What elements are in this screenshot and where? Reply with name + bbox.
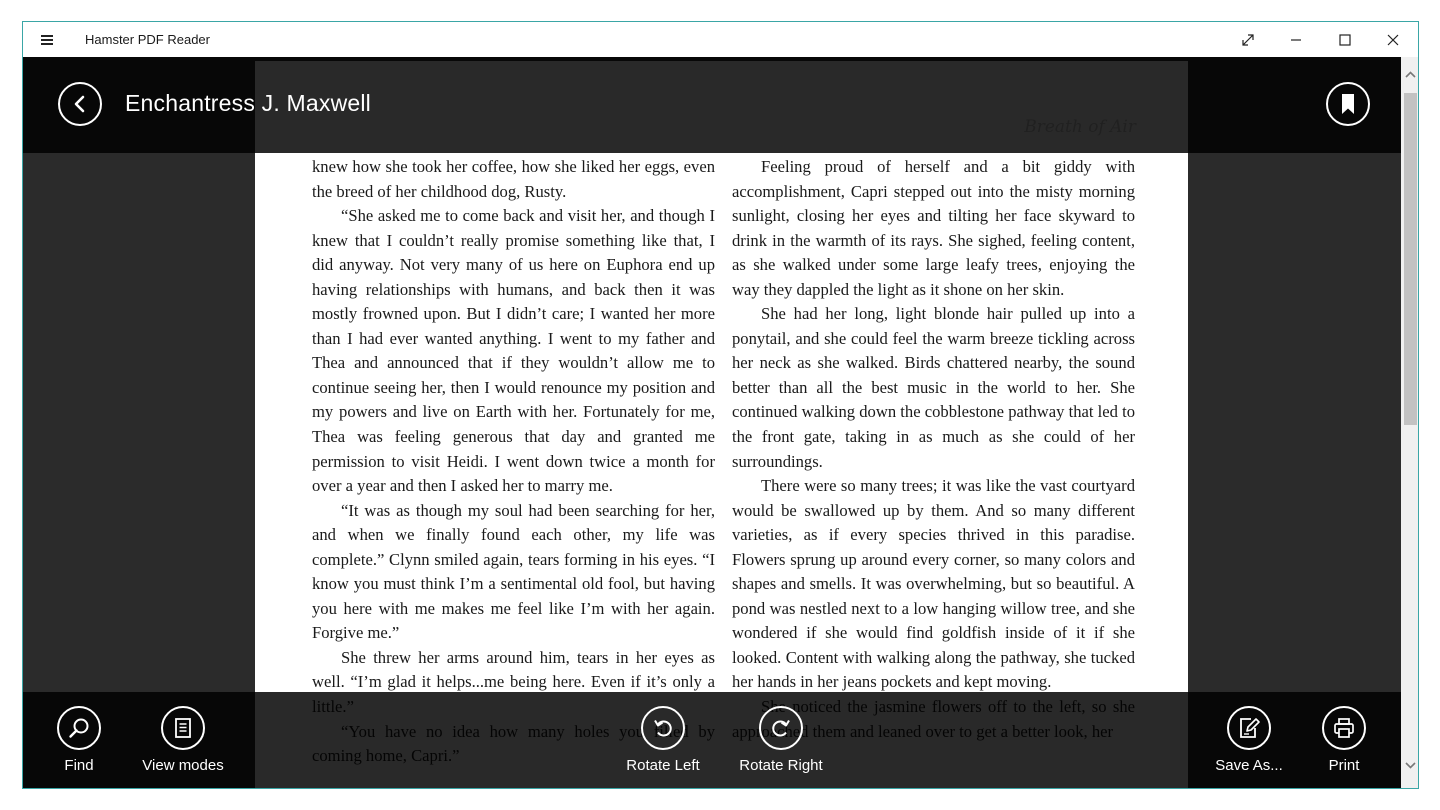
maximize-button[interactable]	[1322, 22, 1368, 57]
find-circle	[57, 706, 101, 750]
paragraph: “It was as though my soul had been searching for her, and when we finally found each other, my life was complete.” Clynn smiled again, tears forming in his eyes. “I know you must think I’m a sentimental old fool, but having you here with me makes me feel like I’m with her again. Forgive me.”	[312, 500, 715, 643]
chevron-up-icon	[1405, 71, 1416, 78]
app-title: Hamster PDF Reader	[85, 32, 210, 47]
rotate-left-button[interactable]	[603, 706, 723, 774]
top-app-bar	[23, 57, 1401, 153]
paragraph: knew how she took her coffee, how she liked her eggs, even the breed of her childhood dog, Rusty.	[312, 157, 715, 201]
save-as-label: Save As...	[1215, 757, 1283, 774]
left-column	[312, 155, 715, 769]
minimize-button[interactable]	[1273, 22, 1319, 57]
document-icon	[172, 717, 194, 739]
document-title: Enchantress J. Maxwell	[125, 90, 371, 116]
view-modes-label: View modes	[142, 757, 224, 774]
view-modes-button[interactable]	[123, 706, 243, 774]
print-circle	[1322, 706, 1366, 750]
paragraph: She had her long, light blonde hair pulled up into a ponytail, and she could feel the warm breeze tickling across her neck as she walked. Birds chattered nearby, the sound better than all the best music in the world to her. She continued walking down the cobblestone pathway that led to the front gate, taking in as much as she could of her surroundings.	[732, 304, 1135, 471]
expand-icon	[1242, 34, 1254, 46]
title-bar	[23, 22, 1418, 57]
search-icon	[67, 716, 91, 740]
chevron-left-icon	[70, 94, 90, 114]
bottom-app-bar	[23, 692, 1401, 789]
find-label: Find	[64, 757, 94, 774]
bookmark-icon	[1339, 93, 1357, 115]
right-column	[732, 155, 1135, 744]
pdf-page	[255, 61, 1188, 789]
print-button[interactable]	[1284, 706, 1401, 774]
close-button[interactable]	[1370, 22, 1416, 57]
maximize-icon	[1339, 34, 1351, 46]
rotate-right-icon	[770, 717, 792, 739]
document-viewport[interactable]	[23, 57, 1401, 789]
save-edit-icon	[1237, 716, 1261, 740]
minimize-icon	[1290, 34, 1302, 46]
rotate-left-label: Rotate Left	[626, 757, 700, 774]
bookmark-button[interactable]	[1326, 82, 1370, 126]
paragraph: She threw her arms around him, tears in her eyes as well. “I’m glad it helps...me being here. Even if it’s only a	[312, 647, 715, 692]
rotate-right-button[interactable]	[721, 706, 841, 774]
close-icon	[1387, 34, 1399, 46]
scroll-up-button[interactable]	[1401, 65, 1419, 83]
paragraph: “She asked me to come back and visit her, and though I knew that I couldn’t really promise something like that, I did anyway. Not very many of us here on Euphora end up having relationships with humans, and back then it was mostly frowned upon. But I didn’t care; I wanted her more than I had ever wanted anything. I went to my father and Thea and announced that if they wouldn’t allow me to continue seeing her, then I would renounce my position and my powers and live on Earth with her. Fortunately for me, Thea was feeling generous that day and granted me permission to visit Heidi. I went down twice a month for over a year and then I asked her to marry me.	[312, 206, 715, 496]
chevron-down-icon	[1405, 762, 1416, 769]
printer-icon	[1332, 716, 1356, 740]
save-as-circle	[1227, 706, 1271, 750]
scrollbar-thumb[interactable]	[1404, 93, 1417, 425]
view-modes-circle	[161, 706, 205, 750]
rotate-right-circle	[759, 706, 803, 750]
find-button[interactable]	[23, 706, 139, 774]
scroll-down-button[interactable]	[1401, 756, 1419, 774]
app-window	[22, 21, 1419, 789]
back-button[interactable]	[58, 82, 102, 126]
expand-button[interactable]	[1225, 22, 1271, 57]
paragraph: There were so many trees; it was like the vast courtyard would be swallowed up by them. And so many different varieties, as if every species thrived in this paradise. Flowers sprung up around every corner, so many colors and shapes and smells. It was overwhelming, but so beautiful. A pond was nestled next to a low hanging willow tree, and she wondered if she would find goldfish inside of it if she looked. Content with walking along the pathway, she tucked her hands in her jeans pockets and kept moving.	[732, 476, 1135, 692]
rotate-right-label: Rotate Right	[739, 757, 823, 774]
hamburger-menu-icon[interactable]	[39, 32, 55, 46]
print-label: Print	[1328, 757, 1360, 774]
rotate-left-icon	[652, 717, 674, 739]
rotate-left-circle	[641, 706, 685, 750]
paragraph: Feeling proud of herself and a bit giddy with accomplishment, Capri stepped out into the misty morning sunlight, closing her eyes and tilting her face skyward to drink in the warmth of its rays. She sighed, feeling content, as she walked under some large leafy trees, enjoying the way they dappled the light as it shone on her skin.	[732, 157, 1135, 299]
vertical-scrollbar[interactable]	[1401, 57, 1419, 789]
